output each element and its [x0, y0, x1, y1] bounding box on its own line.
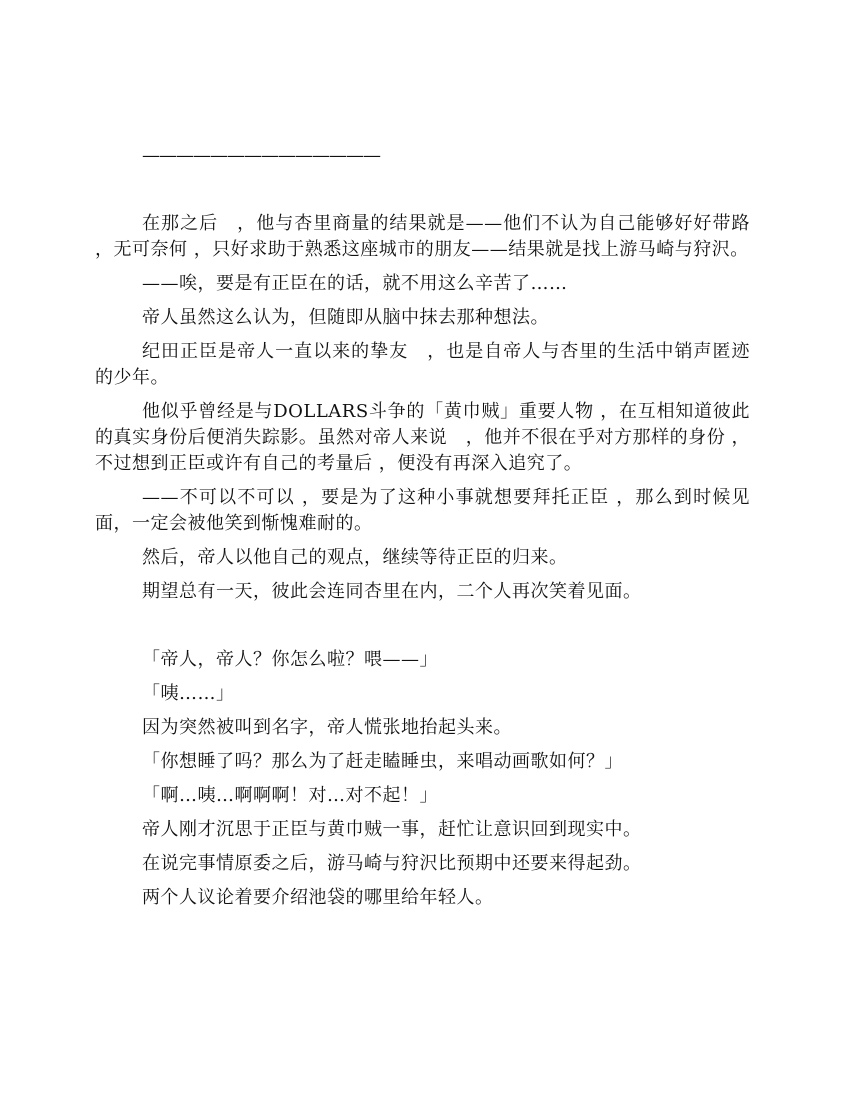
- dialogue-line: 「啊…咦…啊啊啊！对…对不起！」: [142, 785, 438, 806]
- paragraph: 纪田正臣是帝人一直以来的挚友 ，也是自帝人与杏里的生活中销声匿迹的少年。: [95, 341, 750, 388]
- paragraph: 期望总有一天，彼此会连同杏里在内，二个人再次笑着见面。: [142, 581, 642, 602]
- dialogue-line: 「帝人，帝人？你怎么啦？喂——」: [142, 649, 438, 670]
- paragraph: 在说完事情原委之后，游马崎与狩沢比预期中还要来得起劲。: [142, 853, 642, 874]
- scene-break: [95, 613, 750, 647]
- paragraph: ——唉，要是有正臣在的话，就不用这么辛苦了……: [142, 273, 568, 294]
- section-divider: ——————————————: [142, 145, 380, 166]
- paragraph: 帝人刚才沉思于正臣与黄巾贼一事，赶忙让意识回到现实中。: [142, 819, 642, 840]
- paragraph: 两个人议论着要介绍池袋的哪里给年轻人。: [142, 887, 494, 908]
- paragraph: 他似乎曾经是与DOLLARS斗争的「黄巾贼」重要人物 ，在互相知道彼此的真实身份后便消失踪影。虽然对帝人来说 ，他并不很在乎对方那样的身份 ，不过想到正臣或许有自己的考量后 ，便没有再深入追究了。: [95, 401, 750, 474]
- document-page: [95, 143, 750, 919]
- dialogue-line: 「你想睡了吗？那么为了赶走瞌睡虫，来唱动画歌如何？」: [142, 751, 623, 772]
- paragraph: 帝人虽然这么认为，但随即从脑中抹去那种想法。: [142, 307, 549, 328]
- paragraph: 然后，帝人以他自己的观点，继续等待正臣的归来。: [142, 547, 568, 568]
- paragraph: ——不可以不可以 ，要是为了这种小事就想要拜托正臣 ，那么到时候见面，一定会被他笑到惭愧难耐的。: [95, 487, 750, 534]
- paragraph: 在那之后 ，他与杏里商量的结果就是——他们不认为自己能够好好带路 ，无可奈何 ，只好求助于熟悉这座城市的朋友——结果就是找上游马崎与狩沢。: [95, 213, 750, 260]
- paragraph: 因为突然被叫到名字，帝人慌张地抬起头来。: [142, 717, 512, 738]
- dialogue-line: 「咦……」: [142, 683, 235, 704]
